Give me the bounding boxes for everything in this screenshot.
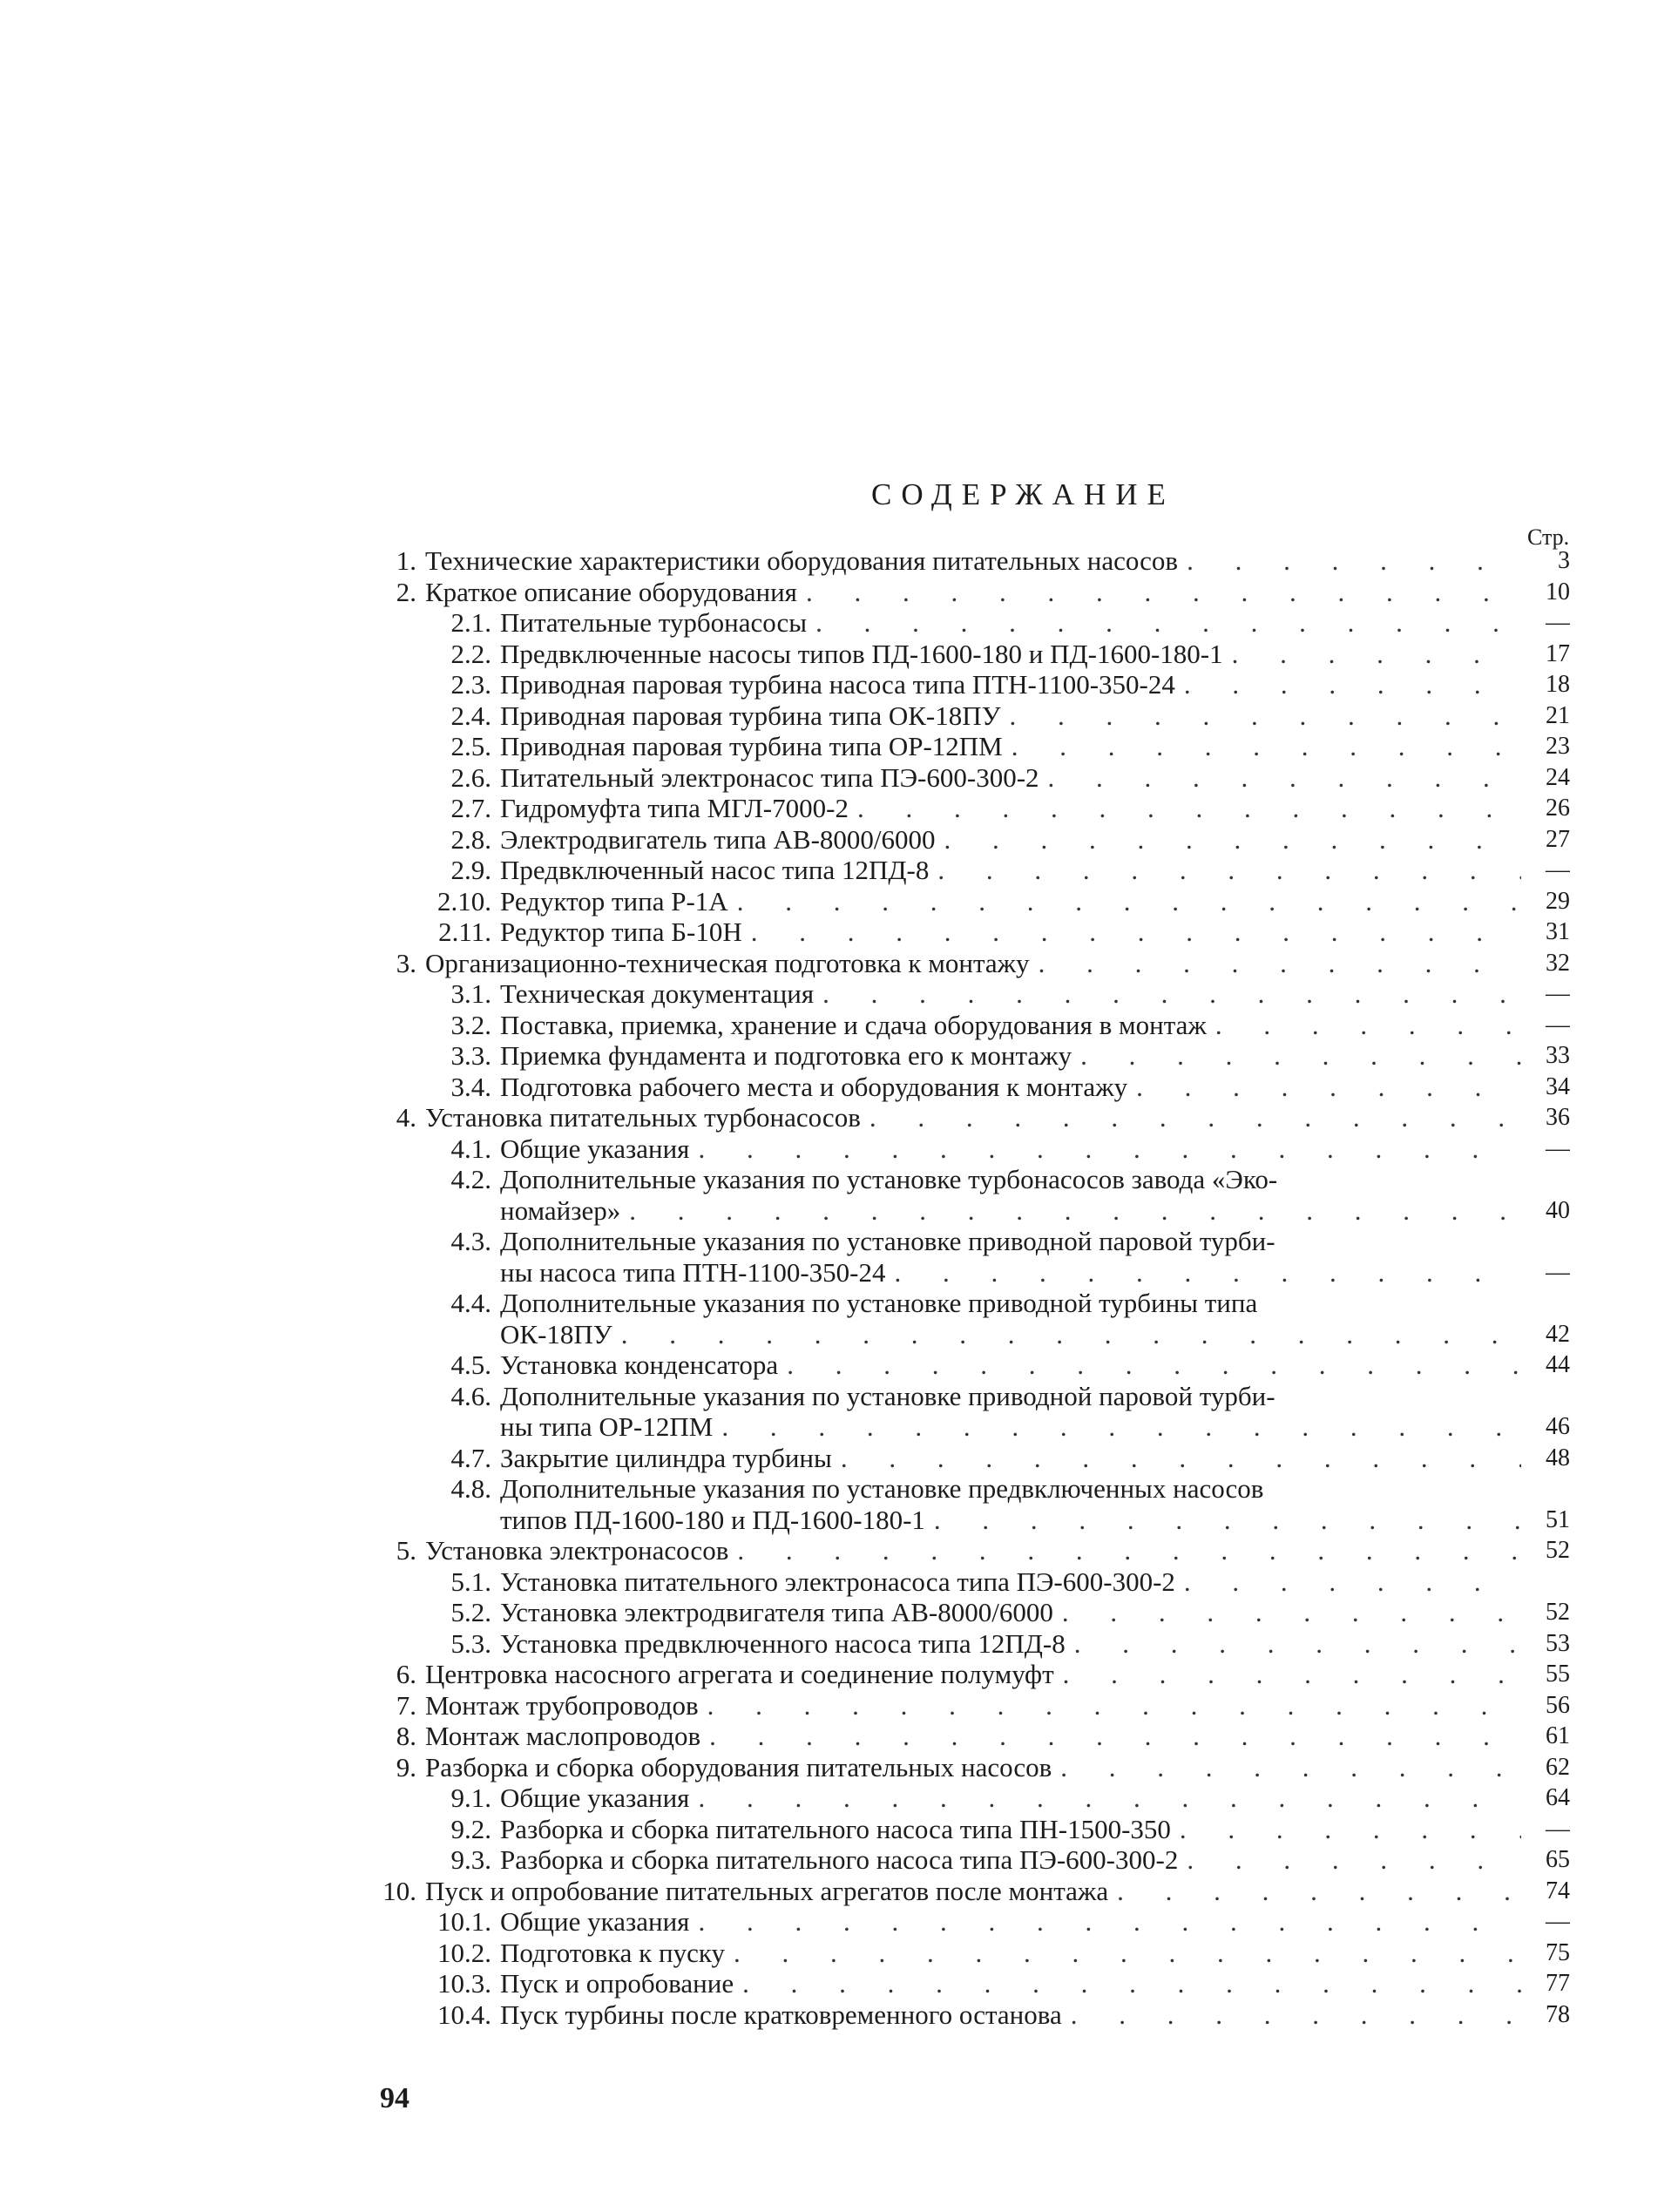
- toc-entry-number: 2.1.: [450, 607, 491, 638]
- toc-entry: [375, 1319, 1570, 1350]
- toc-entry-title: номайзер»: [500, 1194, 621, 1226]
- dot-leader: [1187, 545, 1521, 577]
- toc-entry-page: 52: [1546, 1599, 1570, 1626]
- toc-entry: [375, 1938, 1570, 1969]
- toc-entry-number: 9.2.: [450, 1813, 491, 1844]
- dot-leader: [787, 1350, 1521, 1381]
- toc-entry-number: 2.6.: [450, 761, 491, 793]
- toc-entry: [375, 1164, 1570, 1195]
- dot-leader: [621, 1319, 1521, 1350]
- toc-entry-page: 55: [1546, 1661, 1570, 1688]
- toc-entry-number: 5.2.: [450, 1597, 491, 1627]
- toc-entry-title: Пуск и опробование: [500, 1968, 734, 1999]
- toc-entry-number: 2.3.: [450, 669, 491, 700]
- toc-entry-page: —: [1546, 1134, 1570, 1162]
- toc-entry-page: 26: [1546, 795, 1570, 822]
- dot-leader: [1184, 669, 1521, 700]
- dot-leader: [1074, 1628, 1521, 1660]
- dot-leader: [1012, 731, 1521, 762]
- toc-entry: [375, 1814, 1570, 1845]
- toc-entry-number: 9.1.: [450, 1782, 491, 1813]
- toc-entry-page: 27: [1546, 825, 1570, 853]
- toc-entry-number: 4.1.: [450, 1133, 491, 1164]
- dot-leader: [698, 1782, 1521, 1814]
- toc-entry-number: 2.11.: [438, 917, 491, 947]
- toc-entry-page: 61: [1546, 1722, 1570, 1749]
- toc-entry: [375, 1505, 1570, 1536]
- toc-entry-title: Дополнительные указания по установке приводной паровой турби-: [500, 1380, 1275, 1411]
- toc-entry: [375, 793, 1570, 824]
- toc-entry: [375, 1999, 1570, 2031]
- toc-entry: [375, 1226, 1570, 1257]
- table-of-contents: [375, 545, 1570, 2030]
- toc-entry-number: 2.: [396, 576, 416, 607]
- dot-leader: [894, 1257, 1521, 1289]
- dot-leader: [1136, 1072, 1521, 1103]
- toc-entry-title: Приводная паровая турбина насоса типа ПТН-1100-350-24: [500, 669, 1175, 700]
- toc-entry-page: 17: [1546, 639, 1570, 667]
- dot-leader: [934, 1505, 1521, 1536]
- toc-entry-title: Пуск и опробование питательных агрегатов после монтажа: [425, 1875, 1109, 1906]
- toc-entry-page: 21: [1546, 701, 1570, 729]
- toc-entry-number: 6.: [396, 1659, 416, 1689]
- toc-entry-title: Монтаж маслопроводов: [425, 1721, 701, 1751]
- toc-entry-number: 9.: [396, 1751, 416, 1782]
- dot-leader: [1048, 762, 1521, 794]
- toc-entry: [375, 1072, 1570, 1103]
- toc-entry: [375, 1968, 1570, 1999]
- toc-entry-title: Техническая документация: [500, 978, 815, 1009]
- toc-entry-page: —: [1546, 1908, 1570, 1935]
- toc-entry: [375, 1659, 1570, 1690]
- toc-entry: [375, 1195, 1570, 1227]
- dot-leader: [1232, 639, 1521, 670]
- dot-leader: [937, 855, 1521, 886]
- dot-leader: [1010, 700, 1521, 732]
- toc-entry-number: 5.3.: [450, 1627, 491, 1659]
- toc-entry-title: Редуктор типа Б-10Н: [500, 917, 742, 947]
- toc-entry: [375, 886, 1570, 917]
- toc-entry-number: 3.4.: [450, 1071, 491, 1102]
- toc-entry-number: 5.: [396, 1535, 416, 1566]
- toc-entry-title: ны насоса типа ПТН-1100-350-24: [500, 1256, 886, 1288]
- dot-leader: [1184, 1566, 1521, 1598]
- toc-entry: [375, 1257, 1570, 1289]
- dot-leader: [1071, 1999, 1521, 2031]
- dot-leader: [806, 577, 1521, 608]
- toc-entry-number: 4.4.: [450, 1288, 491, 1318]
- toc-entry-number: 4.8.: [450, 1473, 491, 1504]
- toc-entry: [375, 824, 1570, 856]
- toc-entry-page: 36: [1546, 1104, 1570, 1131]
- toc-entry-number: 4.: [396, 1102, 416, 1133]
- dot-leader: [721, 1411, 1521, 1443]
- toc-entry-page: —: [1546, 856, 1570, 883]
- toc-entry-title: Питательный электронасос типа ПЭ-600-300-2: [500, 761, 1039, 793]
- toc-entry-page: 31: [1546, 918, 1570, 945]
- dot-leader: [1215, 1010, 1521, 1041]
- dot-leader: [1063, 1659, 1521, 1690]
- toc-entry: [375, 855, 1570, 886]
- dot-leader: [751, 917, 1521, 948]
- toc-entry-title: Приводная паровая турбина типа ОР-12ПМ: [500, 731, 1003, 761]
- toc-entry: [375, 1010, 1570, 1041]
- toc-entry-page: —: [1546, 1815, 1570, 1843]
- toc-entry-number: 2.9.: [450, 855, 491, 885]
- toc-entry-number: 4.2.: [450, 1164, 491, 1194]
- dot-leader: [734, 1938, 1521, 1969]
- toc-entry-title: Дополнительные указания по установке приводной паровой турби-: [500, 1226, 1275, 1256]
- toc-entry-number: 4.6.: [450, 1380, 491, 1411]
- toc-entry-title: Предвключенные насосы типов ПД-1600-180 и ПД-1600-180-1: [500, 638, 1223, 669]
- toc-entry-page: 24: [1546, 763, 1570, 791]
- toc-entry-title: Технические характеристики оборудования питательных насосов: [425, 545, 1179, 576]
- toc-entry-page: 46: [1546, 1413, 1570, 1440]
- toc-entry-title: Питательные турбонасосы: [500, 607, 808, 638]
- dot-leader: [944, 824, 1521, 856]
- toc-entry-page: 32: [1546, 949, 1570, 977]
- toc-entry-number: 3.3.: [450, 1040, 491, 1071]
- toc-entry: [375, 700, 1570, 732]
- toc-entry: [375, 1721, 1570, 1752]
- toc-entry: [375, 639, 1570, 670]
- toc-entry-title: Дополнительные указания по установке приводной турбины типа: [500, 1288, 1258, 1318]
- toc-entry-page: 42: [1546, 1320, 1570, 1348]
- toc-entry-number: 9.3.: [450, 1844, 491, 1875]
- toc-entry-title: Установка электронасосов: [425, 1535, 729, 1566]
- toc-entry-title: Приводная паровая турбина типа ОК-18ПУ: [500, 700, 1001, 731]
- toc-entry-title: Редуктор типа Р-1А: [500, 885, 728, 917]
- toc-entry-title: Установка конденсатора: [500, 1350, 779, 1380]
- dot-leader: [737, 886, 1521, 917]
- toc-entry: [375, 1844, 1570, 1876]
- toc-entry-number: 3.2.: [450, 1009, 491, 1040]
- toc-entry: [375, 1102, 1570, 1133]
- toc-entry-page: 3: [1558, 547, 1570, 574]
- toc-entry: [375, 1906, 1570, 1938]
- toc-entry-number: 3.1.: [450, 978, 491, 1009]
- toc-entry-title: Подготовка к пуску: [500, 1937, 725, 1968]
- toc-entry-title: Пуск турбины после кратковременного останова: [500, 1999, 1062, 2030]
- toc-entry-title: ОК-18ПУ: [500, 1318, 612, 1350]
- toc-entry: [375, 1628, 1570, 1660]
- toc-entry-title: Предвключенный насос типа 12ПД-8: [500, 855, 930, 885]
- toc-entry: [375, 545, 1570, 577]
- dot-leader: [737, 1535, 1521, 1566]
- toc-entry: [375, 1040, 1570, 1072]
- dot-leader: [822, 978, 1521, 1010]
- toc-entry-number: 7.: [396, 1689, 416, 1721]
- toc-entry: [375, 762, 1570, 794]
- toc-entry-page: —: [1546, 609, 1570, 636]
- dot-leader: [1117, 1876, 1521, 1907]
- toc-entry: [375, 978, 1570, 1010]
- toc-entry-number: 4.7.: [450, 1442, 491, 1473]
- toc-entry: [375, 1288, 1570, 1319]
- toc-entry-number: 2.4.: [450, 700, 491, 731]
- toc-entry-title: Установка питательных турбонасосов: [425, 1102, 861, 1133]
- toc-entry-number: 2.7.: [450, 793, 491, 823]
- toc-entry-number: 10.2.: [437, 1937, 491, 1968]
- dot-leader: [742, 1968, 1521, 1999]
- toc-entry-title: Дополнительные указания по установке турбонасосов завода «Эко-: [500, 1164, 1278, 1194]
- toc-entry-page: 18: [1546, 671, 1570, 698]
- toc-entry: [375, 1381, 1570, 1412]
- toc-entry: [375, 1752, 1570, 1783]
- dot-leader: [698, 1906, 1521, 1938]
- toc-entry-title: Разборка и сборка питательного насоса типа ПН-1500-350: [500, 1813, 1171, 1844]
- toc-entry-title: Поставка, приемка, хранение и сдача оборудования в монтаж: [500, 1009, 1207, 1040]
- toc-entry: [375, 577, 1570, 608]
- toc-entry-page: 44: [1546, 1351, 1570, 1378]
- footer-page-number: 94: [380, 2082, 409, 2114]
- toc-entry: [375, 1535, 1570, 1566]
- toc-entry-page: 33: [1546, 1042, 1570, 1069]
- toc-entry: [375, 1782, 1570, 1814]
- toc-entry-title: Приемка фундамента и подготовка его к монтажу: [500, 1040, 1072, 1071]
- dot-leader: [1062, 1597, 1521, 1628]
- toc-entry-page: 10: [1546, 578, 1570, 605]
- toc-entry-number: 2.10.: [437, 885, 491, 917]
- toc-entry: [375, 1876, 1570, 1907]
- toc-entry-number: 8.: [396, 1721, 416, 1751]
- toc-entry-title: Закрытие цилиндра турбины: [500, 1442, 832, 1473]
- toc-entry: [375, 607, 1570, 639]
- toc-entry-title: Общие указания: [500, 1782, 690, 1813]
- toc-entry: [375, 917, 1570, 948]
- toc-entry-title: Организационно-техническая подготовка к монтажу: [425, 947, 1030, 978]
- toc-entry-title: Установка электродвигателя типа АВ-8000/6000: [500, 1597, 1053, 1627]
- toc-entry-page: —: [1546, 1258, 1570, 1286]
- page-title: СОДЕРЖАНИЕ: [871, 477, 1175, 511]
- toc-entry-page: 65: [1546, 1846, 1570, 1873]
- toc-entry-number: 3.: [396, 947, 416, 978]
- toc-entry-page: 77: [1546, 1970, 1570, 1997]
- dot-leader: [869, 1102, 1521, 1133]
- toc-entry-page: 52: [1546, 1537, 1570, 1564]
- toc-entry: [375, 1690, 1570, 1722]
- dot-leader: [1060, 1752, 1521, 1783]
- toc-entry-page: 29: [1546, 887, 1570, 915]
- toc-entry-title: типов ПД-1600-180 и ПД-1600-180-1: [500, 1504, 925, 1535]
- toc-entry-title: Установка предвключенного насоса типа 12ПД-8: [500, 1627, 1066, 1659]
- toc-entry-page: 40: [1546, 1196, 1570, 1224]
- toc-entry-number: 1.: [396, 545, 416, 576]
- dot-leader: [857, 793, 1521, 824]
- toc-entry: [375, 1411, 1570, 1443]
- dot-leader: [815, 607, 1521, 639]
- toc-entry-number: 2.8.: [450, 823, 491, 855]
- toc-entry-page: 56: [1546, 1691, 1570, 1719]
- toc-entry-page: 74: [1546, 1877, 1570, 1904]
- dot-leader: [1039, 948, 1521, 979]
- toc-entry-number: 4.3.: [450, 1226, 491, 1256]
- toc-entry-page: 48: [1546, 1444, 1570, 1471]
- toc-entry: [375, 1133, 1570, 1165]
- toc-entry-title: Подготовка рабочего места и оборудования к монтажу: [500, 1071, 1128, 1102]
- toc-entry-page: 34: [1546, 1072, 1570, 1100]
- toc-entry-page: 51: [1546, 1505, 1570, 1533]
- toc-entry-number: 4.5.: [450, 1350, 491, 1380]
- toc-entry-title: Гидромуфта типа МГЛ-7000-2: [500, 793, 849, 823]
- toc-entry-page: —: [1546, 1011, 1570, 1038]
- toc-entry: [375, 669, 1570, 700]
- dot-leader: [707, 1690, 1521, 1722]
- toc-entry-title: Электродвигатель типа АВ-8000/6000: [500, 823, 936, 855]
- toc-entry: [375, 1566, 1570, 1598]
- dot-leader: [1080, 1040, 1521, 1072]
- toc-entry: [375, 948, 1570, 979]
- toc-entry-number: 2.2.: [450, 638, 491, 669]
- toc-entry-title: Центровка насосного агрегата и соединение полумуфт: [425, 1659, 1054, 1689]
- toc-entry-title: Общие указания: [500, 1906, 690, 1937]
- toc-entry-page: 62: [1546, 1753, 1570, 1781]
- toc-entry: [375, 1443, 1570, 1474]
- toc-entry-number: 2.5.: [450, 731, 491, 761]
- toc-entry-title: Краткое описание оборудования: [425, 576, 797, 607]
- toc-entry: [375, 1473, 1570, 1505]
- toc-entry-page: —: [1546, 980, 1570, 1007]
- dot-leader: [1180, 1814, 1521, 1845]
- toc-entry-title: Общие указания: [500, 1133, 690, 1164]
- toc-entry-page: 78: [1546, 2000, 1570, 2028]
- toc-entry-number: 10.3.: [437, 1968, 491, 1999]
- dot-leader: [698, 1133, 1521, 1165]
- toc-entry-title: Разборка и сборка питательного насоса типа ПЭ-600-300-2: [500, 1844, 1179, 1875]
- toc-entry-page: 23: [1546, 733, 1570, 760]
- toc-entry-page: 64: [1546, 1784, 1570, 1811]
- toc-entry-page: 75: [1546, 1938, 1570, 1966]
- dot-leader: [841, 1443, 1521, 1474]
- toc-entry: [375, 731, 1570, 762]
- toc-entry-number: 10.: [382, 1875, 416, 1906]
- toc-entry-title: Разборка и сборка оборудования питательных насосов: [425, 1751, 1052, 1782]
- toc-entry-number: 10.1.: [437, 1906, 491, 1937]
- toc-entry: [375, 1597, 1570, 1628]
- toc-entry-title: Дополнительные указания по установке предвключенных насосов: [500, 1473, 1264, 1504]
- dot-leader: [629, 1195, 1521, 1227]
- page-column-label: Стр.: [1527, 524, 1570, 550]
- toc-entry-number: 5.1.: [450, 1566, 491, 1597]
- toc-entry: [375, 1350, 1570, 1381]
- dot-leader: [1187, 1844, 1521, 1876]
- toc-entry-page: 53: [1546, 1629, 1570, 1657]
- toc-entry-title: Монтаж трубопроводов: [425, 1689, 699, 1721]
- toc-entry-number: 10.4.: [437, 1999, 491, 2030]
- toc-entry-title: ны типа ОР-12ПМ: [500, 1411, 714, 1442]
- dot-leader: [709, 1721, 1521, 1752]
- toc-entry-title: Установка питательного электронасоса типа ПЭ-600-300-2: [500, 1566, 1175, 1597]
